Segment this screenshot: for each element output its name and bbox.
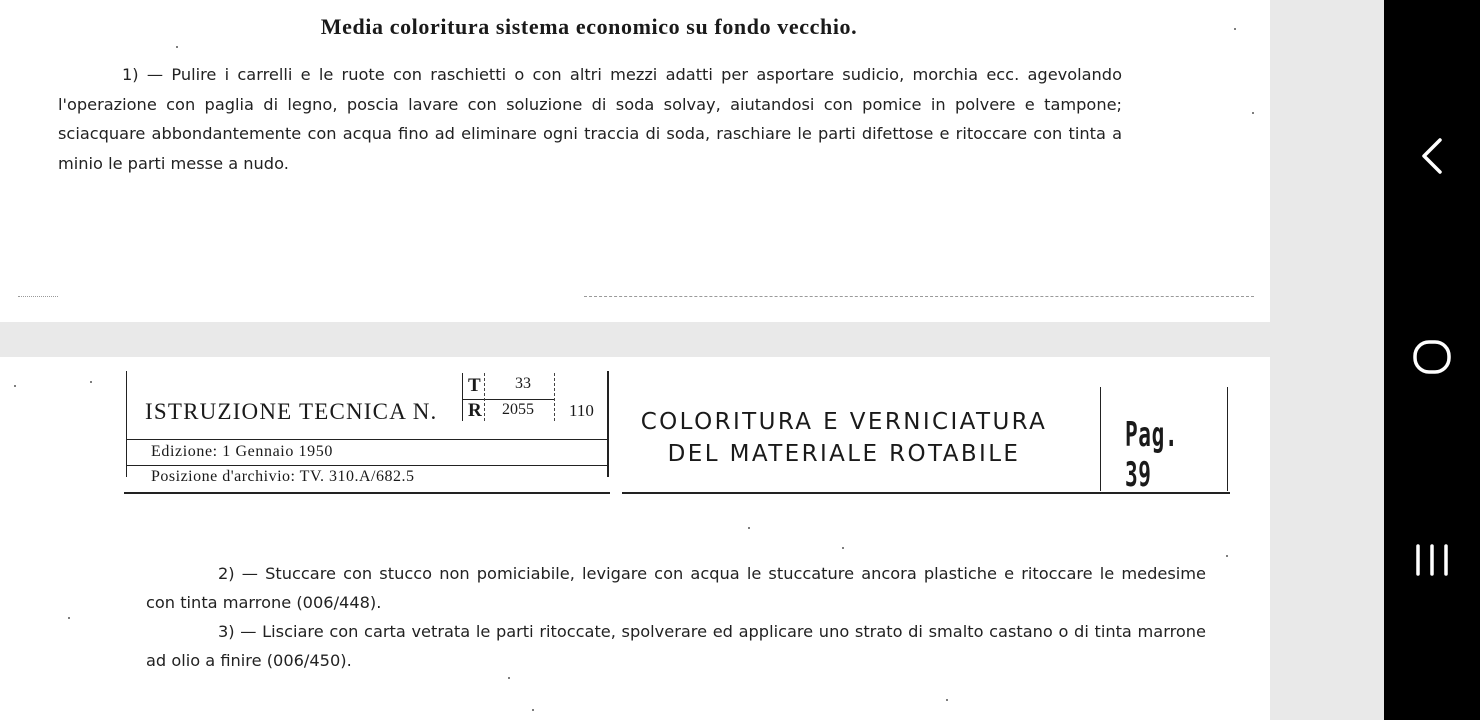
recents-button[interactable] — [1412, 540, 1452, 580]
paragraph-2: 2) — Stuccare con stucco non pomiciabile, levigare con acqua le stuccature ancora plastiche e ritoccare le medesime con tinta marrone (006/448). — [146, 564, 1206, 612]
header-row-line — [127, 465, 607, 466]
section-title: Media coloritura sistema economico su fondo vecchio. — [320, 14, 858, 39]
page-39 — [0, 357, 1270, 720]
header-rule — [622, 492, 1100, 494]
scan-speck — [1234, 28, 1236, 30]
circle-icon — [1412, 337, 1452, 377]
scan-speck — [176, 46, 178, 48]
scan-speck — [946, 699, 948, 701]
paragraph-3: 3) — Lisciare con carta vetrata le parti ritoccate, spolverare ed applicare uno strato di smalto castano o di tinta marrone ad olio a finire (006/450). — [146, 622, 1206, 670]
paragraph-1: 1) — Pulire i carrelli e le ruote con raschietti o con altri mezzi adatti per asportare sudicio, morchia ecc. agevolando l'operazione con paglia di legno, poscia lavare con soluzione di soda solvay, aiutandosi con pomice in polvere e tampone; sciacquare abbondantemente con acqua fino ad eliminare ogni traccia di soda, raschiare le parti difettose e ritoccare con tinta a minio le parti messe a nudo. — [58, 65, 1122, 173]
back-button[interactable] — [1412, 136, 1452, 176]
android-navigation-bar — [1384, 0, 1480, 720]
istruzione-label: ISTRUZIONE TECNICA N. — [145, 399, 438, 424]
page-divider-fragment — [18, 296, 58, 297]
header-rule — [1100, 492, 1230, 494]
scan-speck — [14, 385, 16, 387]
scan-speck — [68, 617, 70, 619]
scan-speck — [748, 527, 750, 529]
header-row-line — [127, 439, 607, 440]
subject-line-2: DEL MATERIALE ROTABILE — [667, 441, 1021, 467]
edition-label: Edizione: 1 Gennaio 1950 — [151, 443, 333, 460]
archive-position-label: Posizione d'archivio: TV. 310.A/682.5 — [151, 468, 415, 485]
instruction-code: 110 — [569, 401, 594, 420]
header-rule — [124, 492, 610, 494]
body-text — [146, 559, 1206, 675]
fraction-top-letter: T — [468, 375, 481, 396]
three-bars-icon — [1412, 540, 1452, 580]
scan-speck — [532, 709, 534, 711]
page-header — [124, 371, 1230, 495]
fraction-numerator: 33 — [515, 375, 531, 392]
chevron-left-icon — [1418, 136, 1446, 176]
scan-speck — [1252, 112, 1254, 114]
page-number-box — [1100, 387, 1228, 495]
header-subject — [624, 371, 1094, 479]
fraction-separator — [554, 373, 555, 421]
instruction-number — [460, 373, 560, 433]
page-38-fragment — [0, 0, 1270, 322]
header-info-block — [126, 371, 609, 485]
fraction-bottom-letter: R — [468, 400, 482, 421]
fraction-separator — [484, 373, 485, 421]
scan-speck — [1226, 555, 1228, 557]
home-button[interactable] — [1412, 337, 1452, 377]
scan-speck — [90, 381, 92, 383]
fraction-bar — [462, 399, 554, 400]
scan-speck — [508, 677, 510, 679]
scan-speck — [842, 547, 844, 549]
fraction-denominator: 2055 — [502, 401, 534, 418]
page-divider — [584, 296, 1254, 297]
subject-line-1: COLORITURA E VERNICIATURA — [640, 409, 1048, 435]
page-number: Pag. 39 — [1125, 415, 1179, 495]
